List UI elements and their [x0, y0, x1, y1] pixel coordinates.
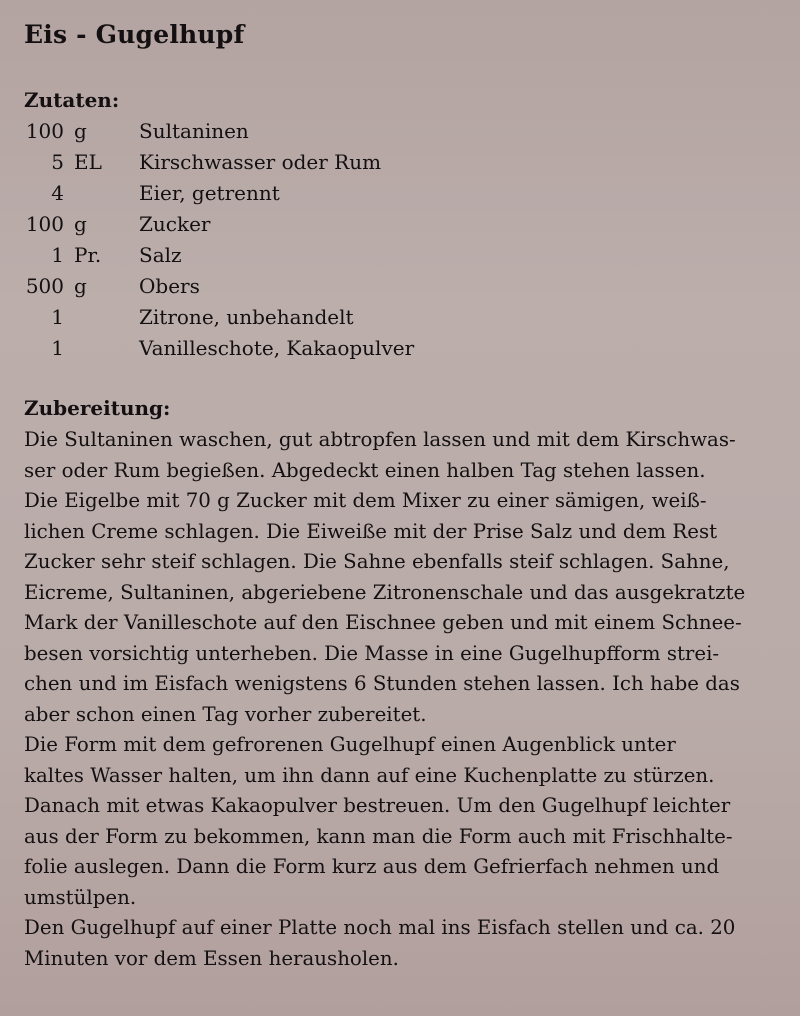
ingredient-amount: 1 — [51, 243, 64, 267]
ingredient-row — [0, 302, 800, 333]
ingredient-unit: EL — [74, 150, 102, 174]
ingredients-heading: Zutaten: — [24, 88, 120, 112]
preparation-line: Zucker sehr steif schlagen. Die Sahne ebenfalls steif schlagen. Sahne, — [24, 549, 730, 573]
ingredient-amount: 100 — [25, 119, 64, 143]
ingredient-row — [0, 240, 800, 271]
ingredient-amount: 1 — [51, 336, 64, 360]
ingredient-row — [0, 147, 800, 178]
preparation-line: folie auslegen. Dann die Form kurz aus dem Gefrierfach nehmen und — [24, 854, 720, 878]
preparation-heading: Zubereitung: — [24, 396, 171, 420]
ingredient-amount: 5 — [51, 150, 64, 174]
preparation-line: besen vorsichtig unterheben. Die Masse in eine Gugelhupfform strei- — [24, 640, 720, 665]
preparation-line: ser oder Rum begießen. Abgedeckt einen halben Tag stehen lassen. — [24, 457, 706, 482]
preparation-line: Mark der Vanilleschote auf den Eischnee geben und mit einem Schnee- — [24, 610, 742, 634]
ingredient-name: Eier, getrennt — [139, 181, 280, 205]
ingredient-amount: 4 — [51, 181, 64, 205]
ingredient-unit: g — [74, 119, 87, 143]
preparation-line: Die Eigelbe mit 70 g Zucker mit dem Mixer zu einer sämigen, weiß- — [24, 488, 707, 512]
ingredient-row — [0, 271, 800, 302]
ingredient-name: Sultaninen — [139, 119, 249, 143]
ingredient-name: Zucker — [139, 212, 211, 236]
ingredient-row — [0, 178, 800, 209]
ingredient-name: Zitrone, unbehandelt — [139, 305, 354, 329]
preparation-line: umstülpen. — [24, 884, 137, 909]
recipe-title: Eis - Gugelhupf — [24, 20, 245, 49]
preparation-line: Die Sultaninen waschen, gut abtropfen lassen und mit dem Kirschwas- — [24, 427, 736, 451]
preparation-line: chen und im Eisfach wenigstens 6 Stunden stehen lassen. Ich habe das — [24, 671, 740, 695]
ingredient-unit: Pr. — [74, 243, 102, 267]
preparation-line: Minuten vor dem Essen herausholen. — [24, 945, 399, 970]
ingredient-name: Obers — [139, 274, 200, 298]
ingredient-row — [0, 116, 800, 147]
preparation-line: Den Gugelhupf auf einer Platte noch mal ins Eisfach stellen und ca. 20 — [24, 915, 736, 939]
ingredient-amount: 500 — [25, 274, 64, 298]
ingredient-name: Salz — [139, 243, 182, 267]
preparation-line: lichen Creme schlagen. Die Eiweiße mit der Prise Salz und dem Rest — [24, 518, 718, 543]
ingredient-row — [0, 333, 800, 364]
preparation-line: aber schon einen Tag vorher zubereitet. — [24, 701, 427, 726]
ingredients-list — [0, 116, 800, 364]
ingredient-amount: 1 — [51, 305, 64, 329]
ingredient-amount: 100 — [25, 212, 64, 236]
preparation-text — [24, 424, 784, 973]
ingredient-unit: g — [74, 274, 87, 298]
ingredient-row — [0, 209, 800, 240]
preparation-line: Danach mit etwas Kakaopulver bestreuen. Um den Gugelhupf leichter — [24, 793, 731, 817]
preparation-line: aus der Form zu bekommen, kann man die Form auch mit Frischhalte- — [24, 823, 733, 848]
ingredient-name: Vanilleschote, Kakaopulver — [139, 336, 415, 360]
preparation-line: Eicreme, Sultaninen, abgeriebene Zitronenschale und das ausgekratzte — [24, 579, 746, 604]
ingredient-unit: g — [74, 212, 87, 236]
preparation-line: kaltes Wasser halten, um ihn dann auf eine Kuchenplatte zu stürzen. — [24, 762, 715, 787]
preparation-line: Die Form mit dem gefrorenen Gugelhupf einen Augenblick unter — [24, 732, 676, 756]
ingredient-name: Kirschwasser oder Rum — [139, 150, 382, 174]
